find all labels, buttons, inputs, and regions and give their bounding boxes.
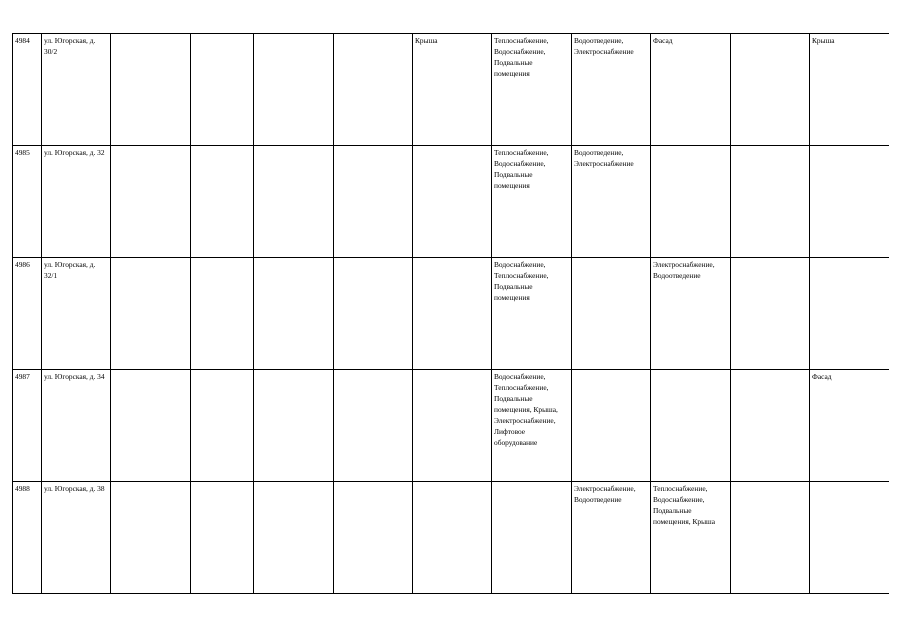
cell-col-4 <box>191 482 254 594</box>
cell-col-7: Крыша <box>413 34 492 146</box>
cell-col-7 <box>413 258 492 370</box>
cell-col-8: Водоснабжение, Теплоснабжение, Подвальные помещения <box>492 258 572 370</box>
cell-col-9 <box>572 258 651 370</box>
cell-col-10: Фасад <box>651 34 731 146</box>
cell-number: 4984 <box>13 34 42 146</box>
cell-col-10 <box>651 146 731 258</box>
cell-col-11 <box>731 34 810 146</box>
cell-col-6 <box>334 258 413 370</box>
cell-col-9: Электроснабжение, Водоотведение <box>572 482 651 594</box>
cell-col-10: Теплоснабжение, Водоснабжение, Подвальные помещения, Крыша <box>651 482 731 594</box>
cell-number: 4985 <box>13 146 42 258</box>
cell-col-11 <box>731 482 810 594</box>
cell-col-5 <box>254 258 334 370</box>
cell-col-8: Теплоснабжение, Водоснабжение, Подвальные помещения <box>492 34 572 146</box>
cell-col-12: Фасад <box>810 370 889 482</box>
table-row <box>13 146 889 258</box>
cell-col-3 <box>111 482 191 594</box>
cell-col-6 <box>334 146 413 258</box>
cell-col-7 <box>413 146 492 258</box>
cell-col-4 <box>191 146 254 258</box>
cell-col-12 <box>810 258 889 370</box>
cell-col-12 <box>810 146 889 258</box>
table-row <box>13 370 889 482</box>
cell-col-5 <box>254 34 334 146</box>
cell-col-5 <box>254 482 334 594</box>
cell-col-5 <box>254 370 334 482</box>
cell-address: ул. Югорская, д. 32/1 <box>42 258 111 370</box>
cell-col-3 <box>111 258 191 370</box>
cell-col-7 <box>413 482 492 594</box>
cell-col-4 <box>191 370 254 482</box>
cell-address: ул. Югорская, д. 38 <box>42 482 111 594</box>
cell-col-7 <box>413 370 492 482</box>
cell-col-11 <box>731 370 810 482</box>
cell-col-8: Теплоснабжение, Водоснабжение, Подвальные помещения <box>492 146 572 258</box>
cell-col-3 <box>111 34 191 146</box>
cell-col-6 <box>334 34 413 146</box>
cell-number: 4986 <box>13 258 42 370</box>
cell-col-4 <box>191 258 254 370</box>
cell-col-3 <box>111 370 191 482</box>
cell-col-11 <box>731 258 810 370</box>
cell-col-6 <box>334 370 413 482</box>
repair-schedule-table <box>12 33 889 594</box>
cell-col-10 <box>651 370 731 482</box>
cell-col-9: Водоотведение, Электроснабжение <box>572 34 651 146</box>
table-row <box>13 482 889 594</box>
cell-col-12: Крыша <box>810 34 889 146</box>
cell-col-10: Электроснабжение, Водоотведение <box>651 258 731 370</box>
table-row <box>13 258 889 370</box>
table-row <box>13 34 889 146</box>
cell-col-4 <box>191 34 254 146</box>
cell-col-5 <box>254 146 334 258</box>
cell-address: ул. Югорская, д. 34 <box>42 370 111 482</box>
cell-col-11 <box>731 146 810 258</box>
cell-col-8: Водоснабжение, Теплоснабжение, Подвальные помещения, Крыша, Электроснабжение, Лифтовое оборудование <box>492 370 572 482</box>
cell-col-9 <box>572 370 651 482</box>
cell-col-3 <box>111 146 191 258</box>
cell-col-8 <box>492 482 572 594</box>
cell-address: ул. Югорская, д. 32 <box>42 146 111 258</box>
cell-number: 4987 <box>13 370 42 482</box>
cell-number: 4988 <box>13 482 42 594</box>
cell-col-12 <box>810 482 889 594</box>
cell-col-6 <box>334 482 413 594</box>
cell-col-9: Водоотведение, Электроснабжение <box>572 146 651 258</box>
cell-address: ул. Югорская, д. 30/2 <box>42 34 111 146</box>
